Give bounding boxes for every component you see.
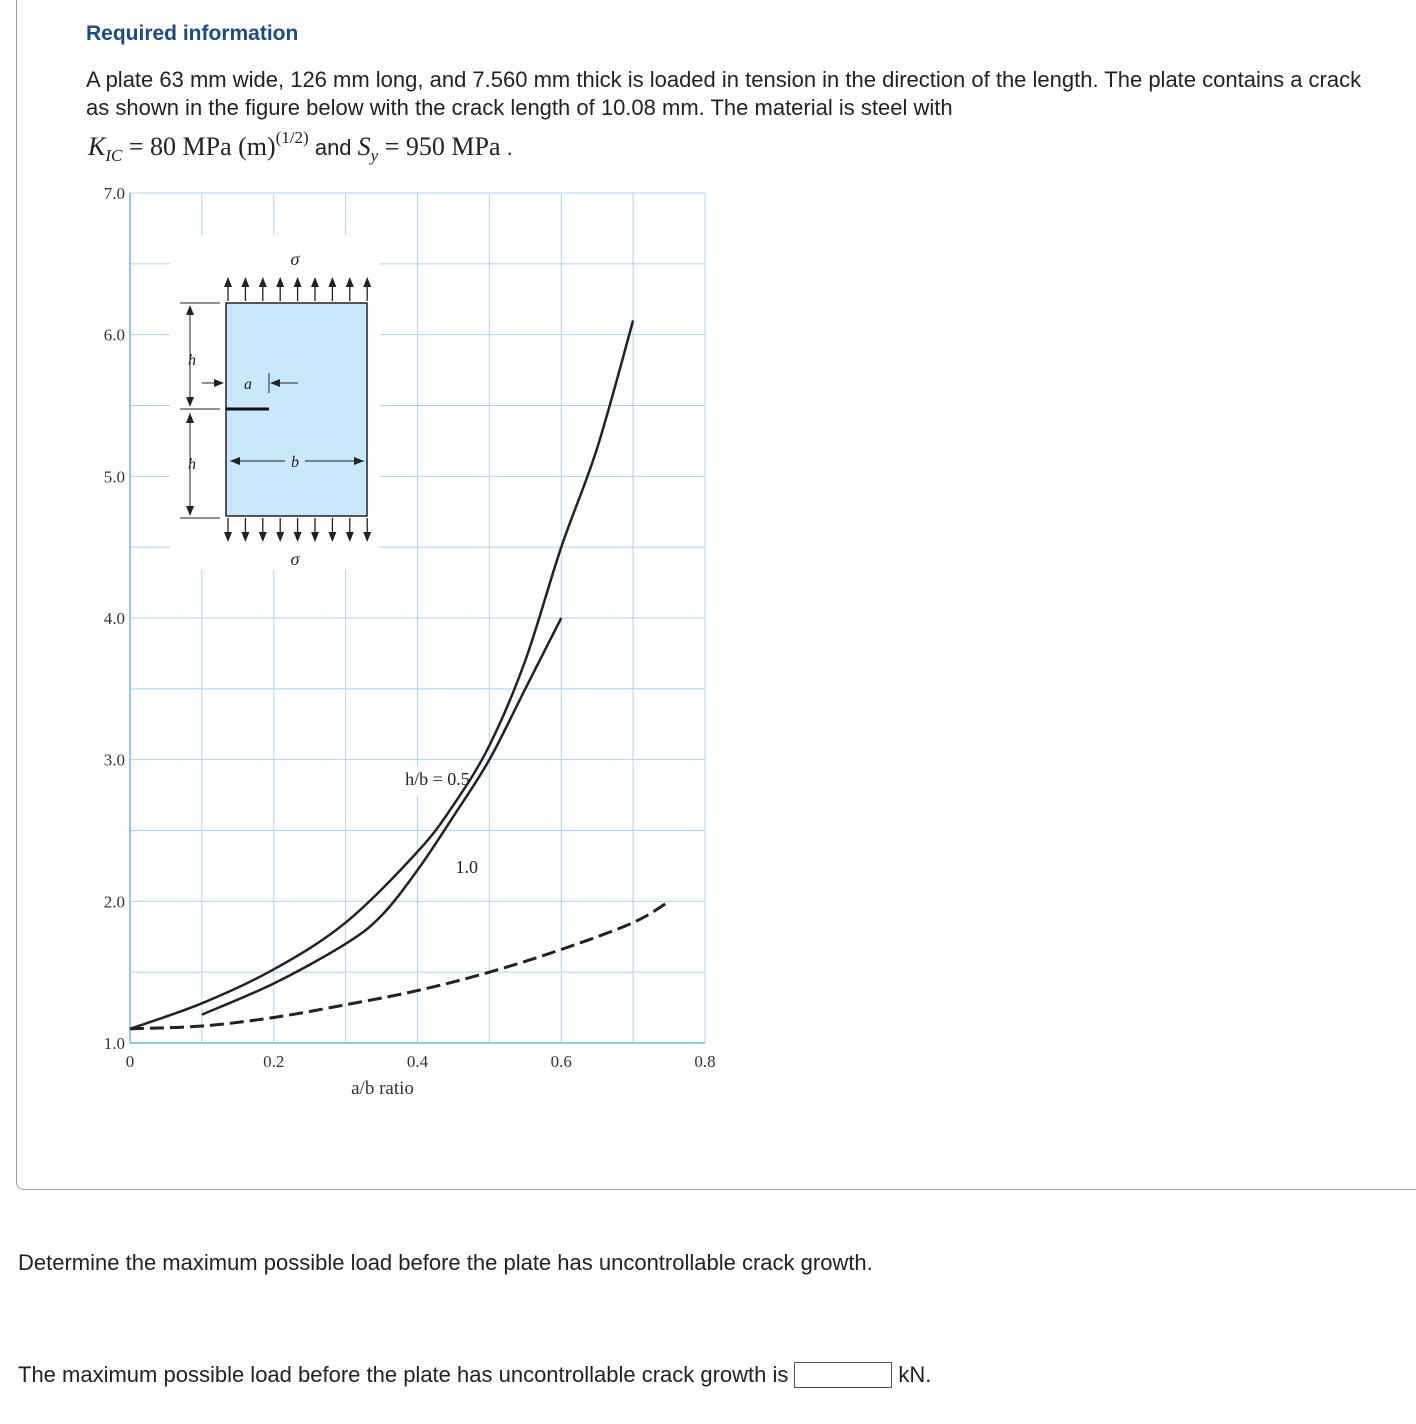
- k-value: = 80 MPa (m): [122, 132, 276, 161]
- h-label-upper: h: [188, 352, 196, 369]
- y-tick-label: 6.0: [103, 325, 125, 345]
- h-label-lower: h: [188, 456, 196, 473]
- period: .: [500, 135, 513, 160]
- sigma-bottom-label: σ: [290, 549, 300, 569]
- k-symbol: K: [88, 132, 106, 161]
- problem-statement: A plate 63 mm wide, 126 mm long, and 7.560 mm thick is loaded in tension in the direction of the length. The plate contains a crack as shown in the figure below with the crack length of 10.08 mm. The material is steel with: [86, 67, 1362, 120]
- answer-line: [18, 1362, 931, 1388]
- k-exponent: (1/2): [275, 128, 309, 147]
- and-text: and: [308, 135, 358, 160]
- sigma-top-label: σ: [290, 249, 300, 269]
- s-value: = 950 MPa: [378, 132, 501, 161]
- b-label: b: [291, 454, 299, 471]
- required-info-title: Required information: [86, 22, 299, 45]
- x-tick-label: 0.2: [263, 1052, 285, 1071]
- question-text: Determine the maximum possible load before the plate has uncontrollable crack growth.: [18, 1250, 873, 1275]
- x-tick-label: 0: [125, 1052, 135, 1071]
- a-label: a: [244, 376, 252, 393]
- series-line-1: [202, 618, 561, 1015]
- stress-concentration-chart: [80, 175, 740, 1115]
- y-tick-label: 1.0: [103, 1034, 125, 1053]
- s-subscript: y: [370, 146, 379, 165]
- answer-prefix: The maximum possible load before the plate has uncontrollable crack growth is: [18, 1362, 789, 1387]
- x-tick-label: 0.8: [694, 1052, 716, 1071]
- y-tick-label: 2.0: [103, 892, 125, 912]
- y-tick-label: 3.0: [103, 750, 125, 770]
- y-tick-label: 4.0: [103, 609, 125, 628]
- s-symbol: S: [357, 132, 371, 161]
- answer-unit: kN.: [898, 1362, 932, 1387]
- y-tick-label: 5.0: [103, 467, 125, 487]
- k-subscript: IC: [105, 146, 123, 165]
- x-tick-label: 0.6: [550, 1052, 572, 1071]
- curve-annotation: 1.0: [455, 857, 478, 877]
- material-properties: [88, 128, 513, 166]
- y-tick-label: 7.0: [103, 184, 125, 203]
- max-load-input[interactable]: [794, 1362, 892, 1388]
- x-tick-label: 0.4: [406, 1052, 429, 1071]
- plate-inset: [170, 235, 380, 570]
- x-axis-label: a/b ratio: [351, 1078, 414, 1099]
- curve-annotation: h/b = 0.5: [405, 769, 470, 790]
